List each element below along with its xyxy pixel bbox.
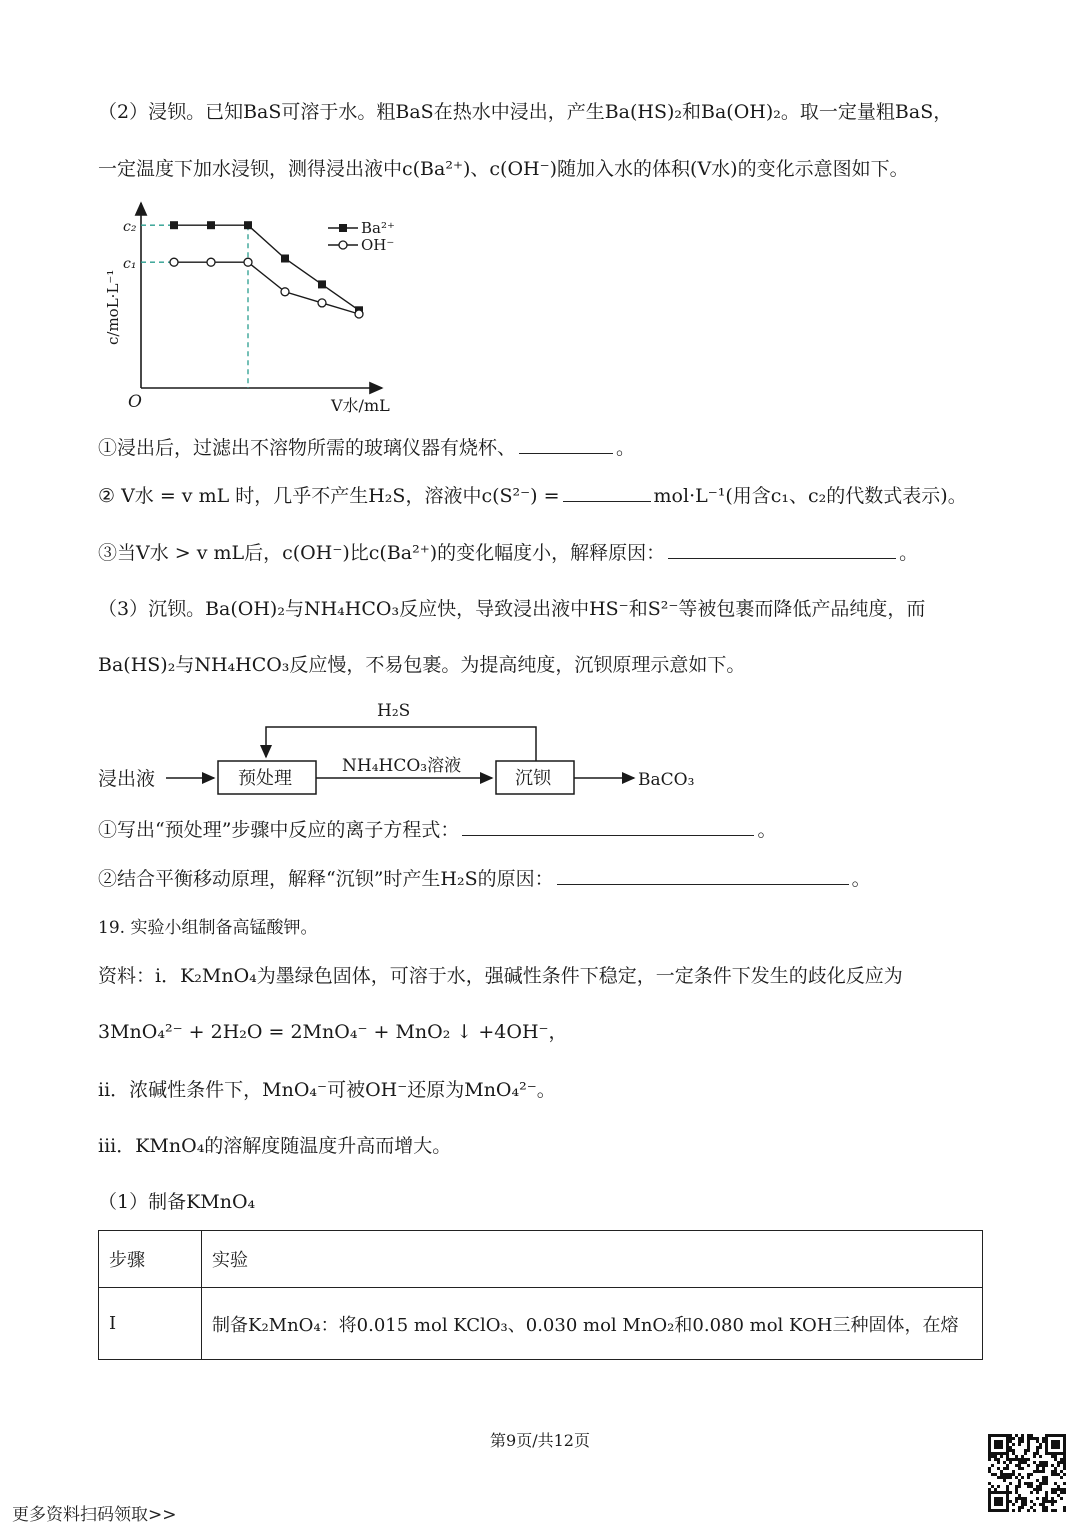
flow-box1-label: 预处理 (238, 768, 292, 789)
q19-info1-equation: 3MnO₄²⁻ + 2H₂O = 2MnO₄⁻ + MnO₂ ↓ +4OH⁻， (98, 1021, 568, 1043)
table-header-experiment: 实验 (202, 1231, 983, 1288)
answer-blank-5[interactable] (557, 866, 849, 885)
data-point-ba-2 (244, 221, 252, 229)
flow-box2-label: 沉钡 (515, 768, 551, 789)
y-tick-c1: c₁ (123, 256, 137, 272)
data-point-ba-0 (170, 221, 178, 229)
answer-blank-3[interactable] (668, 540, 896, 559)
flow-input: 浸出液 (98, 768, 156, 790)
answer-blank-1[interactable] (519, 435, 613, 454)
q18-3-sub1-end: 。 (757, 819, 777, 841)
dashed-guides (141, 225, 248, 388)
legend-marker-oh (339, 241, 347, 249)
q19-info2: ii．浓碱性条件下，MnO₄⁻可被OH⁻还原为MnO₄²⁻。 (98, 1079, 556, 1101)
q18-2-sub2 (98, 483, 967, 508)
answer-blank-4[interactable] (462, 817, 754, 836)
answer-blank-2[interactable] (563, 483, 651, 502)
table-row (99, 1288, 983, 1360)
q18-2-sub1-end: 。 (616, 437, 636, 459)
series-line-0 (174, 225, 359, 310)
data-point-ba-1 (207, 221, 215, 229)
chart-series (170, 221, 363, 318)
concentration-chart (98, 195, 418, 420)
q19-part1: （1）制备KMnO₄ (98, 1191, 256, 1213)
flow-recycle-label: H₂S (377, 701, 411, 721)
procedure-table (98, 1230, 983, 1360)
q18-2-sub1-text: ①浸出后，过滤出不溶物所需的玻璃仪器有烧杯、 (98, 437, 517, 459)
y-axis-label: c/moL·L⁻¹ (104, 269, 122, 345)
q19-title: 19. 实验小组制备高锰酸钾。 (98, 918, 318, 938)
q18-3-sub1-text: ①写出“预处理”步骤中反应的离子方程式： (98, 819, 460, 841)
legend-label-oh: OH⁻ (361, 236, 395, 254)
q18-3-line1: （3）沉钡。Ba(OH)₂与NH₄HCO₃反应快，导致浸出液中HS⁻和S²⁻等被包裹而降低产品纯度，而 (98, 598, 926, 620)
legend-marker-ba (339, 224, 347, 232)
flow-output: BaCO₃ (638, 770, 695, 790)
data-point-ba-4 (318, 280, 326, 288)
table-header-row (99, 1231, 983, 1288)
table-header-step: 步骤 (99, 1231, 202, 1288)
q18-3-sub2-end: 。 (851, 868, 871, 890)
q18-2-sub3 (98, 540, 918, 565)
q18-2-sub2-text: ② V水 = v mL 时，几乎不产生H₂S，溶液中c(S²⁻) = (98, 485, 560, 507)
flow-reagent: NH₄HCO₃溶液 (342, 756, 462, 776)
legend (328, 219, 395, 254)
x-axis-label: V水/mL (331, 396, 390, 415)
data-point-oh-5 (355, 310, 363, 318)
data-point-oh-0 (170, 258, 178, 266)
q19-info3: iii．KMnO₄的溶解度随温度升高而增大。 (98, 1135, 452, 1157)
data-point-oh-3 (281, 288, 289, 296)
q18-2-sub3-end: 。 (899, 542, 919, 564)
q18-3-line2: Ba(HS)₂与NH₄HCO₃反应慢，不易包裹。为提高纯度，沉钡原理示意如下。 (98, 654, 746, 676)
q18-2-sub2-end: mol·L⁻¹(用含c₁、c₂的代数式表示)。 (653, 485, 967, 507)
q18-2-sub1 (98, 435, 635, 460)
table-cell-step: I (99, 1288, 202, 1360)
q18-2-sub3-text: ③当V水 > v mL后，c(OH⁻)比c(Ba²⁺)的变化幅度小，解释原因： (98, 542, 666, 564)
series-line-1 (174, 262, 359, 314)
q18-3-sub2 (98, 866, 871, 891)
table-cell-experiment: 制备K₂MnO₄：将0.015 mol KClO₃、0.030 mol MnO₂和0.080 mol KOH三种固体，在熔 (202, 1288, 983, 1360)
q18-3-sub2-text: ②结合平衡移动原理，解释“沉钡”时产生H₂S的原因： (98, 868, 554, 890)
origin-label: O (128, 392, 142, 412)
data-point-oh-4 (318, 299, 326, 307)
qr-code-icon[interactable] (988, 1434, 1066, 1512)
data-point-ba-3 (281, 255, 289, 263)
q18-2-line1: （2）浸钡。已知BaS可溶于水。粗BaS在热水中浸出，产生Ba(HS)₂和Ba(OH)₂。取一定量粗BaS， (98, 101, 953, 123)
q19-info1: 资料：i．K₂MnO₄为墨绿色固体，可溶于水，强碱性条件下稳定，一定条件下发生的歧化反应为 (98, 965, 903, 987)
data-point-oh-1 (207, 258, 215, 266)
page-number: 第9页/共12页 (490, 1431, 590, 1450)
legend-label-ba: Ba²⁺ (361, 219, 395, 237)
more-resources-link[interactable]: 更多资料扫码领取>> (12, 1505, 177, 1525)
data-point-oh-2 (244, 258, 252, 266)
y-tick-c2: c₂ (123, 219, 137, 235)
q18-3-sub1 (98, 817, 776, 842)
q18-2-line2: 一定温度下加水浸钡，测得浸出液中c(Ba²⁺)、c(OH⁻)随加入水的体积(V水)的变化示意图如下。 (98, 158, 909, 180)
precipitation-flow-diagram (96, 695, 716, 805)
